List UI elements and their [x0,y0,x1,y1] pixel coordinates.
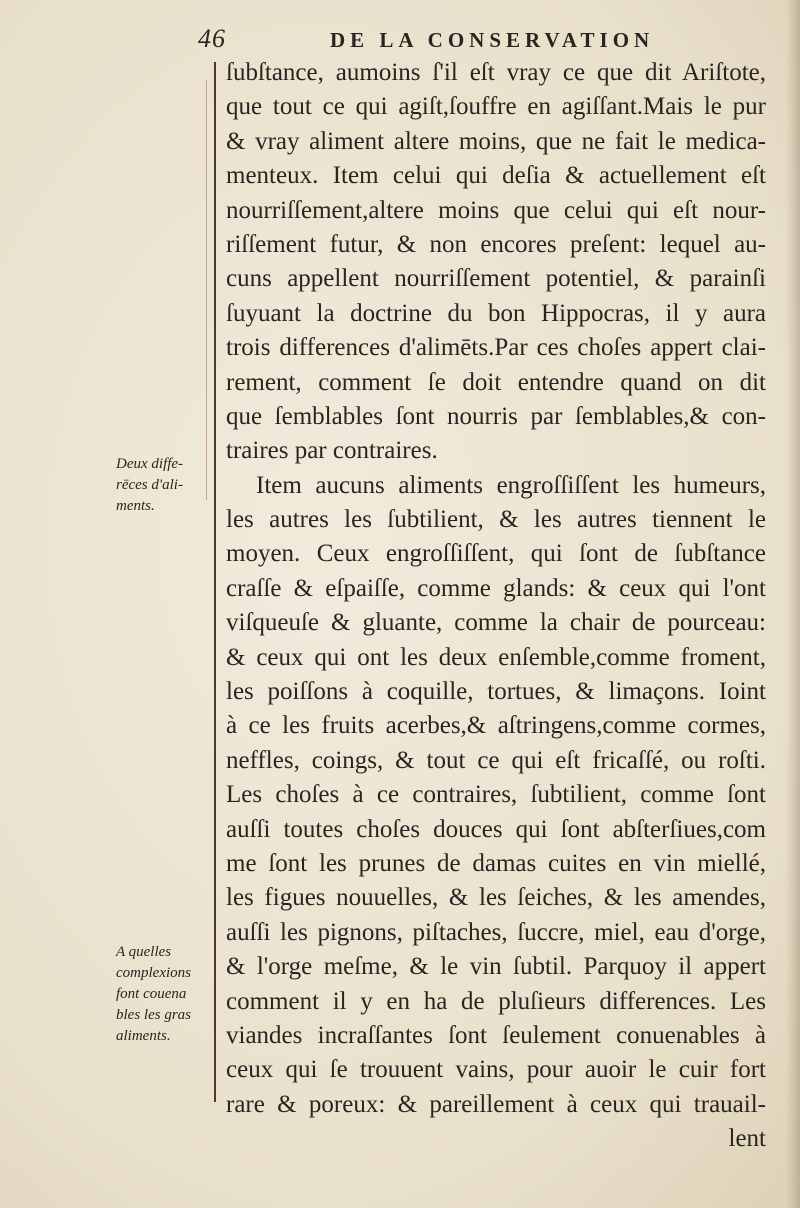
text-line: ſuyuant la doctrine du bon Hippocras, il y aura [226,299,766,327]
text-line: auſſi les pignons, piſtaches, ſuccre, miel, eau d'orge, [226,918,766,946]
text-line: cuns appellent nourriſſement potentiel, & parainſi [226,265,766,293]
text-line: Les choſes à ce contraires, ſubtilient, comme ſont [226,781,766,809]
running-title: DE LA CONSERVATION [330,28,655,52]
marginal-rule [214,62,216,1102]
page-header [198,22,758,58]
margin-note-line: ments. [116,498,155,514]
text-line: moyen. Ceux engroſſiſſent, qui ſont de ſubſtance [226,540,766,568]
text-line: me ſont les prunes de damas cuites en vin miellé, [226,849,766,877]
margin-note-line: rēces d'ali- [116,477,183,493]
text-line: menteux. Item celui qui deſia & actuellement eſt [226,162,766,190]
text-line: rare & poreux: & pareillement à ceux qui trauail- [226,1090,766,1118]
text-line: traires par contraires. [226,437,438,465]
margin-note-line: bles les gras [116,1007,191,1023]
page-gutter-shadow [786,0,800,1208]
text-line: les poiſſons à coquille, tortues, & limaçons. Ioint [226,678,766,706]
margin-note-line: complexions [116,965,191,981]
text-line: à ce les fruits acerbes,& aſtringens,comme cormes, [226,712,766,740]
text-line: & vray aliment altere moins, que ne fait le medica- [226,127,766,155]
main-text-block [226,56,766,1157]
text-line: craſſe & eſpaiſſe, comme glands: & ceux qui l'ont [226,574,766,602]
text-line: les autres les ſubtilient, & les autres tiennent le [226,506,766,534]
margin-note-line: aliments. [116,1028,171,1044]
catchword: lent [728,1125,766,1153]
margin-note-line: Deux diffe- [116,456,184,472]
text-line: trois differences d'alimēts.Par ces choſes appert clai- [226,334,766,362]
text-line: rement, comment ſe doit entendre quand on dit [226,368,766,396]
text-line: que tout ce qui agiſt,ſouffre en agiſſant.Mais le pur [226,93,766,121]
page-number: 46 [198,24,226,53]
text-line: riſſement futur, & non encores preſent: lequel au- [226,230,766,258]
text-line: auſſi toutes choſes douces qui ſont abſterſiues,com [226,815,766,843]
text-line: viandes incraſſantes ſont ſeulement conuenables à [226,1021,766,1049]
text-line: nourriſſement,altere moins que celui qui eſt nour- [226,196,766,224]
text-line: Item aucuns aliments engroſſiſſent les humeurs, [256,471,766,499]
text-line: neffles, coings, & tout ce qui eſt fricaſſé, ou roſti. [226,746,766,774]
text-line: & ceux qui ont les deux enſemble,comme froment, [226,643,766,671]
margin-note-complexions [116,942,208,1047]
text-line: que ſemblables ſont nourris par ſemblables,& con- [226,402,766,430]
text-line: comment il y en ha de pluſieurs differences. Les [226,987,766,1015]
text-line: viſqueuſe & gluante, comme la chair de pourceau: [226,609,766,637]
margin-note-line: A quelles [116,944,172,960]
marginal-red-rule [206,80,207,500]
margin-note-line: font couena [116,986,187,1002]
text-line: ceux qui ſe trouuent vains, pour auoir le cuir fort [226,1056,766,1084]
text-line: les figues nouuelles, & les ſeiches, & les amendes, [226,884,766,912]
margin-note-alimentary-differences [116,454,208,517]
text-line: ſubſtance, aumoins ſ'il eſt vray ce que dit Ariſtote, [226,59,766,86]
text-line: & l'orge meſme, & le vin ſubtil. Parquoy il appert [226,953,766,981]
